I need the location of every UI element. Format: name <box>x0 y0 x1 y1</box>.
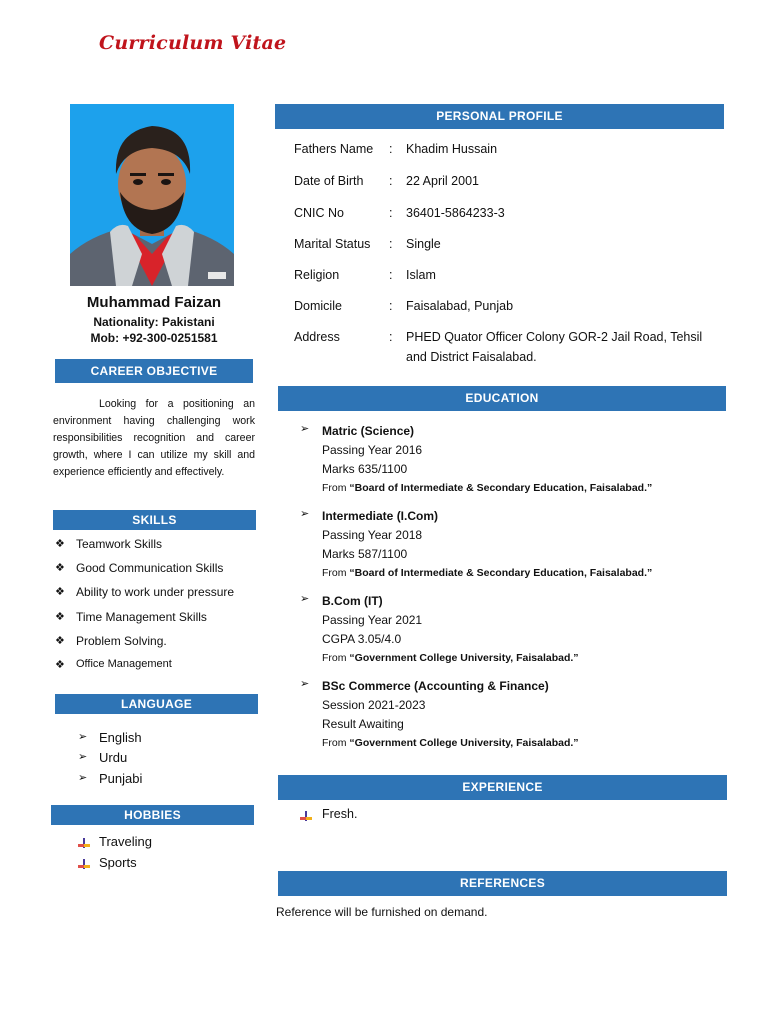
arrow-bullet-icon: ➢ <box>78 772 88 784</box>
skills-list <box>53 537 234 680</box>
education-heading: EDUCATION <box>278 386 726 411</box>
arrow-bullet-icon: ➢ <box>300 508 310 520</box>
multicolor-plus-icon <box>78 837 90 852</box>
profile-label: Marital Status <box>294 237 371 251</box>
profile-colon: : <box>389 206 393 220</box>
profile-colon: : <box>389 268 393 282</box>
list-item: ❖ Time Management Skills <box>55 610 207 624</box>
career-objective-text: Looking for a positioning an environment having challenging work responsibilities recognition and career growth, where I can utilize my skill and experience efficiently and effectively. <box>53 398 255 478</box>
profile-colon: : <box>389 142 393 156</box>
arrow-bullet-icon: ➢ <box>300 423 310 435</box>
profile-photo <box>70 104 234 286</box>
diamond-bullet-icon: ❖ <box>55 562 65 574</box>
education-detail: Passing Year 2016 <box>322 443 423 457</box>
education-title: BSc Commerce (Accounting & Finance) <box>322 679 549 693</box>
profile-value: 22 April 2001 <box>406 174 479 188</box>
language-heading: LANGUAGE <box>55 694 258 714</box>
list-item: ❖ Ability to work under pressure <box>55 585 235 599</box>
diamond-bullet-icon: ❖ <box>55 611 65 623</box>
profile-label: Domicile <box>294 299 342 313</box>
list-item: Traveling <box>76 834 152 855</box>
education-detail: Result Awaiting <box>322 717 404 731</box>
profile-value: Islam <box>406 268 436 282</box>
language-list <box>76 730 142 791</box>
education-detail: Passing Year 2018 <box>322 528 423 542</box>
education-detail: Marks 635/1100 <box>322 462 408 476</box>
arrow-bullet-icon: ➢ <box>300 593 310 605</box>
education-institution: From “Board of Intermediate & Secondary Education, Faisalabad.” <box>322 482 653 494</box>
portrait-image <box>70 104 234 286</box>
profile-value: Single <box>406 237 441 251</box>
diamond-bullet-icon: ❖ <box>55 538 65 550</box>
arrow-bullet-icon: ➢ <box>78 751 88 763</box>
reference-text: Reference will be furnished on demand. <box>276 905 488 919</box>
arrow-bullet-icon: ➢ <box>300 678 310 690</box>
references-heading: REFERENCES <box>278 871 727 896</box>
list-item: ➢ English <box>78 730 142 745</box>
profile-colon: : <box>389 330 393 344</box>
personal-profile-heading: PERSONAL PROFILE <box>275 104 724 129</box>
education-institution: From “Board of Intermediate & Secondary Education, Faisalabad.” <box>322 567 653 579</box>
hobbies-list <box>76 834 152 876</box>
list-item: ❖ Office Management <box>55 658 172 671</box>
education-institution: From “Government College University, Faisalabad.” <box>322 737 579 749</box>
profile-value: Faisalabad, Punjab <box>406 299 514 313</box>
hobbies-heading: HOBBIES <box>51 805 254 825</box>
person-mobile: Mob: +92-300-0251581 <box>90 331 218 345</box>
education-title: B.Com (IT) <box>322 594 383 608</box>
multicolor-plus-icon <box>300 810 312 822</box>
skills-heading: SKILLS <box>53 510 256 530</box>
list-item: ❖ Teamwork Skills <box>55 537 163 551</box>
profile-label: Date of Birth <box>294 174 364 188</box>
profile-value: 36401-5864233-3 <box>406 206 505 220</box>
profile-label: Fathers Name <box>294 142 374 156</box>
cv-title: Curriculum Vitae <box>99 32 287 54</box>
profile-colon: : <box>389 237 393 251</box>
list-item: ➢ Urdu <box>78 750 128 765</box>
diamond-bullet-icon: ❖ <box>55 659 65 671</box>
experience-text: Fresh. <box>322 807 358 821</box>
education-detail: Session 2021-2023 <box>322 698 426 712</box>
profile-value: PHED Quator Officer Colony GOR-2 Jail Road, Tehsil and District Faisalabad. <box>406 330 703 364</box>
profile-label: Address <box>294 330 340 344</box>
list-item: ❖ Good Communication Skills <box>55 561 224 575</box>
diamond-bullet-icon: ❖ <box>55 635 65 647</box>
education-detail: CGPA 3.05/4.0 <box>322 632 402 646</box>
experience-heading: EXPERIENCE <box>278 775 727 800</box>
person-name: Muhammad Faizan <box>86 294 222 311</box>
profile-value: Khadim Hussain <box>406 142 498 156</box>
list-item: ❖ Problem Solving. <box>55 634 167 648</box>
multicolor-plus-icon <box>78 858 90 873</box>
education-detail: Marks 587/1100 <box>322 547 408 561</box>
profile-colon: : <box>389 174 393 188</box>
education-detail: Passing Year 2021 <box>322 613 423 627</box>
education-institution: From “Government College University, Faisalabad.” <box>322 652 579 664</box>
education-title: Matric (Science) <box>322 424 415 438</box>
education-title: Intermediate (I.Com) <box>322 509 439 523</box>
person-nationality: Nationality: Pakistani <box>93 315 215 329</box>
career-objective-heading: CAREER OBJECTIVE <box>55 359 253 383</box>
profile-label: CNIC No <box>294 206 345 220</box>
list-item: ➢ Punjabi <box>78 771 143 786</box>
arrow-bullet-icon: ➢ <box>78 731 88 743</box>
profile-label: Religion <box>294 268 340 282</box>
list-item: Sports <box>76 855 152 876</box>
profile-colon: : <box>389 299 393 313</box>
diamond-bullet-icon: ❖ <box>55 586 65 598</box>
